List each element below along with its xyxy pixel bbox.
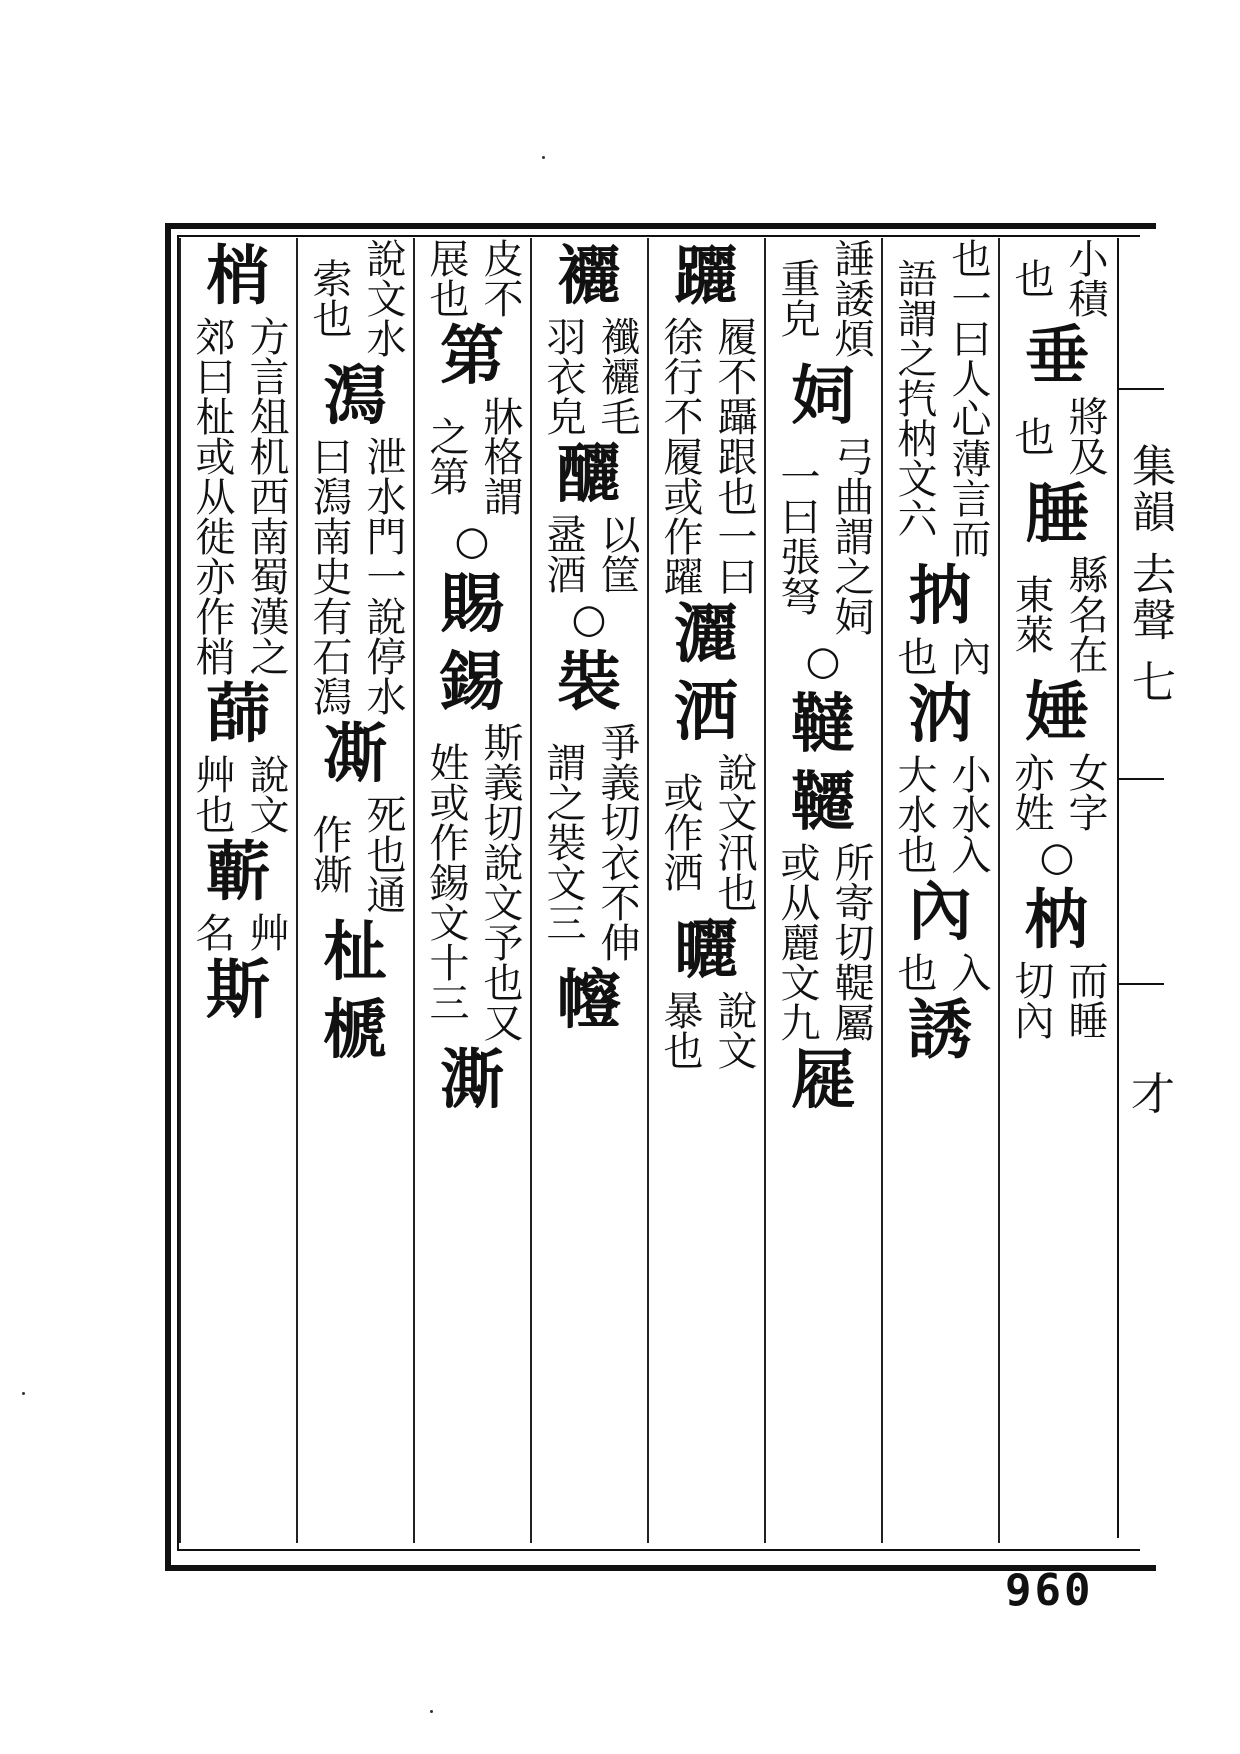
annotation-left-line: 語謂之㧉枘文六 xyxy=(891,258,937,538)
annotation-right-line: 說文 xyxy=(243,754,289,834)
annotation-left-line: 也 xyxy=(1008,416,1054,456)
annotation xyxy=(302,238,408,358)
annotation-right-line: 將及 xyxy=(1062,396,1108,476)
annotation-left-line: 一曰張弩 xyxy=(774,456,820,616)
headword: 躧 xyxy=(674,239,738,314)
text-column-1 xyxy=(1000,238,1114,1543)
annotation xyxy=(1004,554,1110,674)
headword: 抐 xyxy=(908,559,972,634)
annotation-right-line: 也一曰人心薄言而 xyxy=(945,238,991,558)
text-column-4 xyxy=(649,238,763,1543)
annotation xyxy=(419,238,525,318)
annotation xyxy=(653,316,759,596)
annotation-right-line: 死也通 xyxy=(360,794,406,914)
annotation-right-line: 皮不 xyxy=(477,238,523,318)
headword: 賜 xyxy=(440,567,504,642)
annotation-left-line: 或从麗文九 xyxy=(774,842,820,1042)
annotation xyxy=(1004,752,1110,832)
annotation xyxy=(185,316,291,676)
headword: 枘 xyxy=(1025,883,1089,958)
annotation-left-line: 艸也 xyxy=(189,754,235,834)
headword: 娷 xyxy=(1025,675,1089,750)
headword: 曬 xyxy=(674,913,738,988)
headword: 凘 xyxy=(323,717,387,792)
edge-mark: 才 xyxy=(1131,1069,1175,1120)
annotation-right-line: 艸 xyxy=(243,912,289,952)
annotation-left-line: 東萊 xyxy=(1008,574,1054,654)
annotation-right-line: 說文 xyxy=(711,990,757,1070)
text-column-7 xyxy=(298,238,412,1543)
fore-edge-strip xyxy=(1117,238,1179,1538)
annotation xyxy=(887,754,993,874)
speck xyxy=(22,1392,25,1395)
speck xyxy=(542,156,545,159)
headword: 誘 xyxy=(908,993,972,1068)
annotation-left-line: 羽衣皃 xyxy=(540,316,586,436)
annotation-left-line: 之第 xyxy=(423,416,469,496)
annotation-left-line: 曰澙南史有石澙 xyxy=(306,436,352,716)
annotation-right-line: 牀格謂 xyxy=(477,396,523,516)
headword: 杫 xyxy=(323,915,387,990)
annotation-right-line: 斯義切說文予也又 xyxy=(477,722,523,1042)
headword: 㡧 xyxy=(557,963,621,1038)
text-column-3 xyxy=(766,238,880,1543)
annotation-right-line: 說文汛也 xyxy=(711,752,757,912)
headword: 澌 xyxy=(440,1043,504,1118)
annotation-right-line: 襳襹毛 xyxy=(594,316,640,436)
annotation-left-line: 亦姓 xyxy=(1008,752,1054,832)
annotation-left-line: 切內 xyxy=(1008,960,1054,1040)
headword: 洒 xyxy=(674,675,738,750)
annotation xyxy=(770,842,876,1042)
annotation-right-line: 而睡 xyxy=(1062,960,1108,1040)
section-circle: ○ xyxy=(805,638,841,684)
annotation xyxy=(887,952,993,992)
annotation xyxy=(887,238,993,558)
annotation-left-line: 郊曰杫或从徙亦作梢 xyxy=(189,316,235,676)
annotation xyxy=(1004,960,1110,1040)
annotation-left-line: 姓或作錫文十三 xyxy=(423,742,469,1022)
annotation xyxy=(302,436,408,716)
annotation-right-line: 內 xyxy=(945,636,991,676)
annotation-left-line: 重皃 xyxy=(774,258,820,338)
speck xyxy=(430,1710,433,1713)
annotation xyxy=(536,514,642,594)
annotation xyxy=(536,316,642,436)
annotation-right-line: 女字 xyxy=(1062,752,1108,832)
annotation xyxy=(1004,396,1110,476)
headword: 梢 xyxy=(206,239,270,314)
annotation xyxy=(887,636,993,676)
headword: 灑 xyxy=(674,597,738,672)
text-column-5 xyxy=(532,238,646,1543)
annotation-right-line: 泄水門一說停水 xyxy=(360,436,406,716)
annotation xyxy=(185,754,291,834)
text-column-8 xyxy=(181,238,295,1543)
headword: 蘄 xyxy=(206,835,270,910)
annotation-right-line: 履不躡跟也一曰 xyxy=(711,316,757,596)
annotation-right-line: 縣名在 xyxy=(1062,554,1108,674)
annotation-left-line: 徐行不履或作躍 xyxy=(657,316,703,596)
annotation-left-line: 名 xyxy=(189,912,235,952)
headword: 錫 xyxy=(440,645,504,720)
annotation-right-line: 諈諉煩 xyxy=(828,238,874,358)
annotation-left-line: 大水也 xyxy=(891,754,937,874)
headword: 榹 xyxy=(323,993,387,1068)
headword: 釃 xyxy=(557,437,621,512)
annotation-left-line: 謂之裝文三 xyxy=(540,742,586,942)
annotation-left-line: 盝酒 xyxy=(540,514,586,594)
edge-label: 集韻 去聲 七 xyxy=(1124,443,1175,705)
annotation-right-line: 小積 xyxy=(1062,238,1108,318)
headword: 襹 xyxy=(557,239,621,314)
annotation-right-line: 以筐 xyxy=(594,514,640,594)
annotation-left-line: 也 xyxy=(891,952,937,992)
edge-tick xyxy=(1119,778,1164,780)
annotation xyxy=(419,722,525,1042)
edge-tick xyxy=(1119,983,1164,985)
headword: 㚸 xyxy=(791,359,855,434)
annotation xyxy=(185,912,291,952)
headword: 腄 xyxy=(1025,477,1089,552)
headword: 垂 xyxy=(1025,319,1089,394)
annotation xyxy=(770,238,876,358)
annotation-right-line: 弓曲謂之㚸 xyxy=(828,436,874,636)
headword: 蒒 xyxy=(206,677,270,752)
headword: 第 xyxy=(440,319,504,394)
annotation-left-line: 暴也 xyxy=(657,990,703,1070)
annotation-left-line: 也 xyxy=(1008,258,1054,298)
headword: 內 xyxy=(908,875,972,950)
edge-tick xyxy=(1119,388,1164,390)
annotation xyxy=(302,794,408,914)
annotation xyxy=(1004,238,1110,318)
headword: 斯 xyxy=(206,953,270,1028)
annotation xyxy=(536,722,642,962)
annotation-left-line: 也 xyxy=(891,636,937,676)
annotation-left-line: 或作洒 xyxy=(657,772,703,892)
column-rule xyxy=(179,238,181,1543)
headword: 裝 xyxy=(557,645,621,720)
headword: 澙 xyxy=(323,359,387,434)
annotation-right-line: 爭義切衣不伸 xyxy=(594,722,640,962)
annotation xyxy=(653,752,759,912)
section-circle: ○ xyxy=(571,596,607,642)
annotation-left-line: 索也 xyxy=(306,258,352,338)
headword: 汭 xyxy=(908,677,972,752)
annotation-right-line: 方言俎机西南蜀漢之 xyxy=(243,316,289,676)
annotation-left-line: 作凘 xyxy=(306,814,352,894)
text-column-2 xyxy=(883,238,997,1543)
annotation xyxy=(653,990,759,1070)
annotation-left-line: 展也 xyxy=(423,238,469,318)
headword: 屣 xyxy=(791,1043,855,1118)
section-circle: ○ xyxy=(454,518,490,564)
annotation xyxy=(419,396,525,516)
section-circle: ○ xyxy=(1039,834,1075,880)
headword: 韃 xyxy=(791,687,855,762)
annotation-right-line: 入 xyxy=(945,952,991,992)
annotation-right-line: 所寄切鞮屬 xyxy=(828,842,874,1042)
annotation-right-line: 小水入 xyxy=(945,754,991,874)
headword: 韆 xyxy=(791,765,855,840)
annotation xyxy=(770,436,876,636)
annotation-right-line: 說文水 xyxy=(360,238,406,358)
text-column-6 xyxy=(415,238,529,1543)
page-number: 960 xyxy=(1005,1565,1094,1616)
